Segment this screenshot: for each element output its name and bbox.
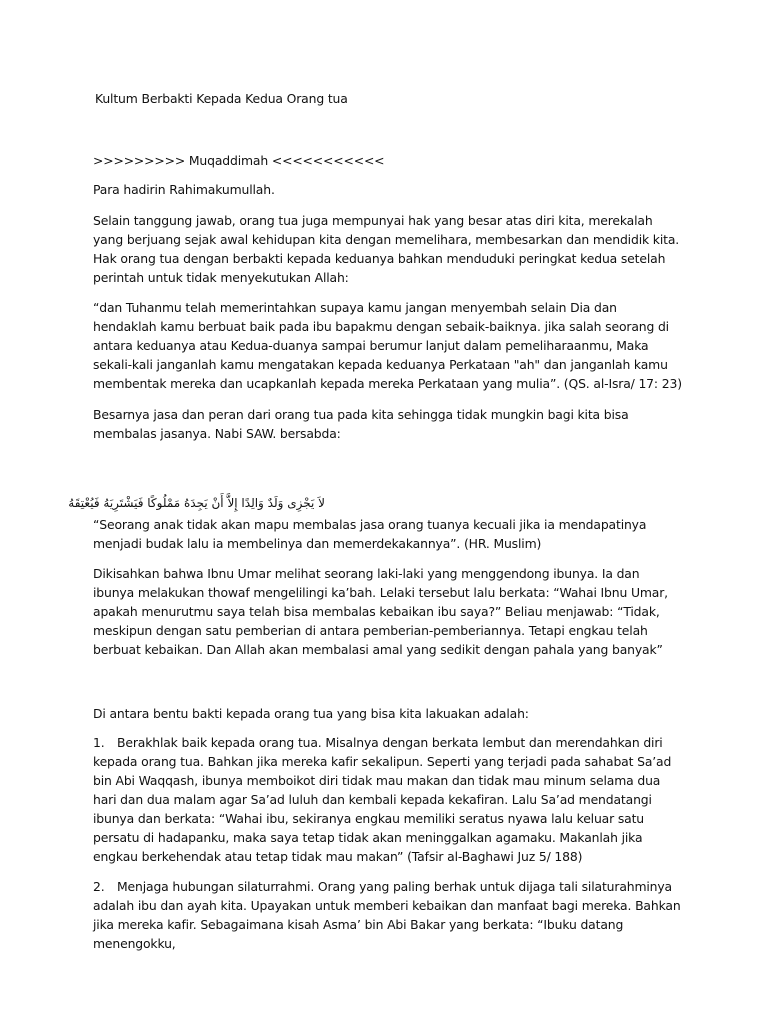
list-item-number: 1.	[93, 735, 105, 750]
list-item-text: Menjaga hubungan silaturrahmi. Orang yang paling berhak untuk dijaga tali silaturahminya adalah ibu dan ayah kita. Upayakan untuk memberi kebaikan dan manfaat bagi mereka. Bahkan jika mereka kafir. Sebagaimana kisah Asma’ bin Abi Bakar yang berkata: “Ibuku datang menengokku,	[93, 879, 681, 951]
list-item-number: 2.	[93, 879, 105, 894]
section-heading-muqaddimah: >>>>>>>>> Muqaddimah <<<<<<<<<<<	[93, 153, 385, 168]
document-title: Kultum Berbakti Kepada Kedua Orang tua	[95, 91, 348, 106]
paragraph-ibnu-umar: Dikisahkan bahwa Ibnu Umar melihat seorang laki-laki yang menggendong ibunya. Ia dan ibunya melakukan thowaf mengelilingi ka’bah. Lelaki tersebut lalu berkata: “Wahai Ibnu Umar, apakah menurutmu saya telah bisa membalas kebaikan ibu saya?” Beliau menjawab: “Tidak, meskipun dengan satu pemberian di antara pemberian-pemberiannya. Tetapi engkau telah berbuat kebaikan. Dan Allah akan membalasi amal yang sedikit dengan pahala yang banyak”	[93, 566, 668, 657]
paragraph-list-intro: Di antara bentu bakti kepada orang tua yang bisa kita lakuakan adalah:	[93, 706, 529, 721]
greeting-line: Para hadirin Rahimakumullah.	[93, 182, 275, 197]
list-item	[93, 733, 683, 866]
quote-quran: “dan Tuhanmu telah memerintahkan supaya kamu jangan menyembah selain Dia dan hendaklah kamu berbuat baik pada ibu bapakmu dengan sebaik-baiknya. jika salah seorang di antara keduanya atau Kedua-duanya sampai berumur lanjut dalam pemeliharaanmu, Maka sekali-kali janganlah kamu mengatakan kepada keduanya Perkataan "ah" dan janganlah kamu membentak mereka dan ucapkanlah kepada mereka Perkataan yang mulia”. (QS. al-Isra/ 17: 23)	[93, 300, 682, 391]
paragraph-intro: Selain tanggung jawab, orang tua juga mempunyai hak yang besar atas diri kita, merekalah yang berjuang sejak awal kehidupan kita dengan memelihara, membesarkan dan mendidik kita. Hak orang tua dengan berbakti kepada keduanya bahkan menduduki peringkat kedua setelah perintah untuk tidak menyekutukan Allah:	[93, 213, 680, 285]
hadith-translation: “Seorang anak tidak akan mapu membalas jasa orang tuanya kecuali jika ia mendapatinya menjadi budak lalu ia membelinya dan memerdekakannya”. (HR. Muslim)	[93, 517, 647, 551]
list-item-text: Berakhlak baik kepada orang tua. Misalnya dengan berkata lembut dan merendahkan diri kepada orang tua. Bahkan jika mereka kafir sekalipun. Seperti yang terjadi pada sahabat Sa’ad bin Abi Waqqash, ibunya memboikot diri tidak mau makan dan tidak mau minum selama dua hari dan dua malam agar Sa’ad luluh dan kembali kepada kekafiran. Lalu Sa’ad mendatangi ibunya dan berkata: “Wahai ibu, sekiranya engkau memiliki seratus nyawa lalu keluar satu persatu di hadapanku, maka saya tetap tidak akan meninggalkan agamaku. Makanlah jika engkau berkehendak atau tetap tidak mau makan” (Tafsir al-Baghawi Juz 5/ 188)	[93, 735, 672, 864]
paragraph-jasa: Besarnya jasa dan peran dari orang tua pada kita sehingga tidak mungkin bagi kita bisa membalas jasanya. Nabi SAW. bersabda:	[93, 407, 629, 441]
arabic-hadith: لاَ يَجْزِى وَلَدٌ وَالِدًا إِلاَّ أَنْ يَجِدَهُ مَمْلُوكًا فَيَشْتَرِيَهُ فَيُعْتِقَهُ	[68, 496, 325, 510]
list-item	[93, 877, 683, 953]
